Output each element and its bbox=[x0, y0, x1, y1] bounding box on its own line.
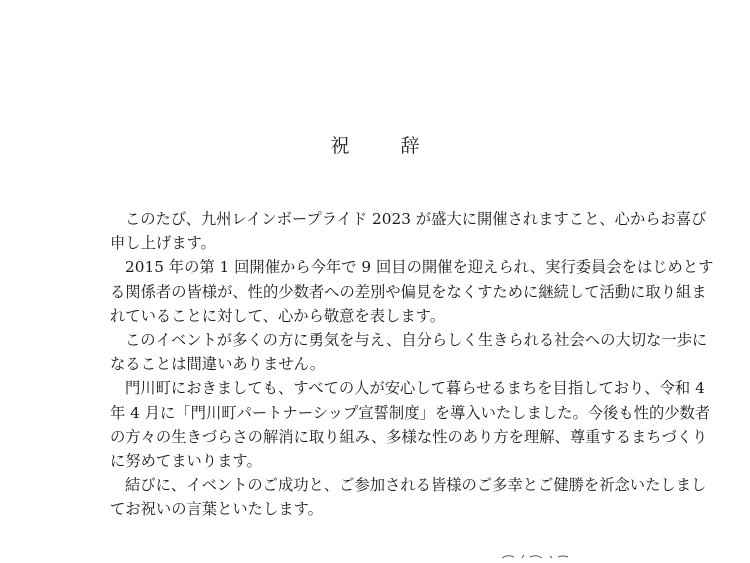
body-line: れていることに対して、心から敬意を表します。 bbox=[110, 306, 446, 325]
cut-off-signature-mark bbox=[500, 553, 570, 559]
body-line: このたび、九州レインボープライド 2023 が盛大に開催されますこと、心からお喜び bbox=[125, 210, 707, 228]
body-line: なることは間違いありません。 bbox=[110, 355, 326, 374]
document-title: 祝 辞 bbox=[330, 135, 436, 157]
document-body bbox=[110, 207, 714, 521]
body-line: このイベントが多くの方に勇気を与え、自分らしく生きられる社会への大切な一歩に bbox=[125, 330, 708, 349]
body-line: 申し上げます。 bbox=[110, 234, 216, 253]
body-line: に努めてまいります。 bbox=[110, 451, 262, 470]
body-line: の方々の生きづらさの解消に取り組み、多様な性のあり方を理解、尊重するまちづくり bbox=[110, 427, 708, 446]
body-line: 門川町におきましても、すべての人が安心して暮らせるまちを目指しており、令和 4 bbox=[125, 379, 705, 398]
body-line: 2015 年の第 1 回開催から今年で 9 回目の開催を迎えられ、実行委員会をはじめとす bbox=[125, 258, 714, 277]
body-line: 結びに、イベントのご成功と、ご参加される皆様のご多幸とご健勝を祈念いたしまし bbox=[125, 476, 707, 495]
body-line: 年 4 月に「門川町パートナーシップ宣誓制度」を導入いたしました。今後も性的少数者 bbox=[110, 403, 711, 422]
body-line: てお祝いの言葉といたします。 bbox=[110, 500, 323, 519]
body-line: る関係者の皆様が、性的少数者への差別や偏見をなくすために継続して活動に取り組ま bbox=[110, 282, 707, 301]
